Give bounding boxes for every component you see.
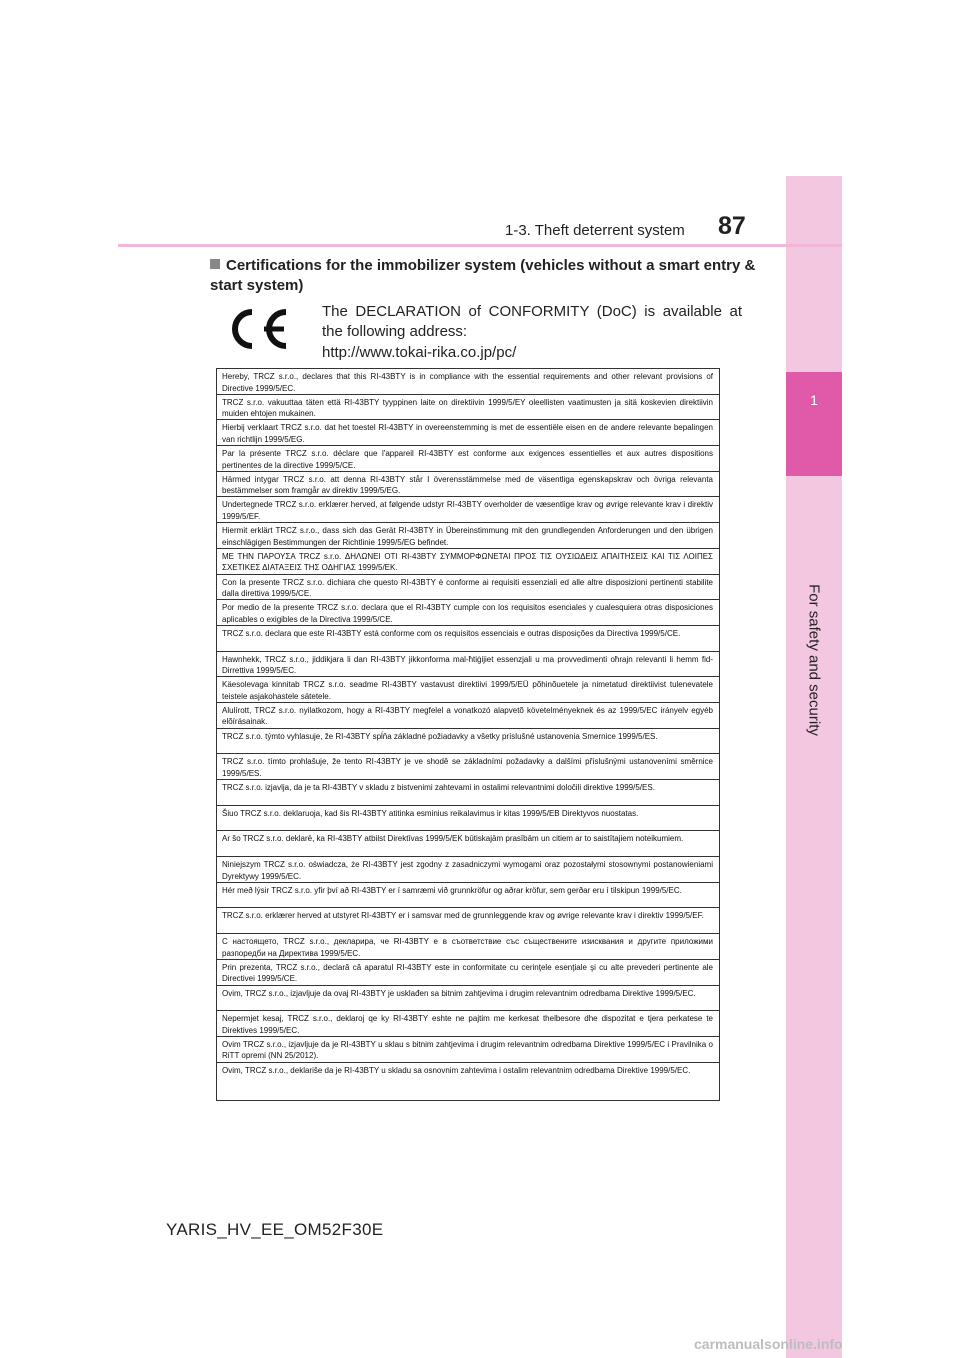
- declaration-row: TRCZ s.r.o. izjavlja, da je ta RI-43BTY v skladu z bistvenimi zahtevami in ostalimi relevantnimi določili direktive 1999/5/ES.: [217, 780, 719, 806]
- watermark: carmanualsonline.info: [694, 1336, 843, 1352]
- chapter-label: For safety and security: [805, 584, 823, 736]
- ce-mark-icon: [222, 306, 292, 352]
- section-heading: [210, 256, 770, 296]
- page-number: 87: [718, 212, 746, 240]
- declaration-row: Hiermit erklärt TRCZ s.r.o., dass sich das Gerät RI-43BTY in Übereinstimmung mit den grundlegenden Anforderungen und den übrigen einschlägigen Bestimmungen der Richtlinie 1999/5/EG befindet.: [217, 523, 719, 549]
- declaration-row: Nepermjet kesaj, TRCZ s.r.o., deklaroj qe ky RI-43BTY eshte ne pajtim me kerkesat thelbesore dhe dispozitat e tjera perkatese te Direktives 1999/5/EC.: [217, 1011, 719, 1037]
- conformity-text: The DECLARATION of CONFORMITY (DoC) is available at the following address:: [322, 303, 742, 340]
- declaration-row: Hér með lýsir TRCZ s.r.o. yfir því að RI-43BTY er í samræmi við grunnkröfur og aðrar kröfur, sem gerðar eru í tilskipun 1999/5/EC.: [217, 883, 719, 909]
- square-bullet-icon: [210, 259, 220, 269]
- declaration-row: Prin prezenta, TRCZ s.r.o., declară că aparatul RI-43BTY este in conformitate cu cerinţele esenţiale şi cu alte prevederi pertinente ale Directivei 1999/5/CE.: [217, 960, 719, 986]
- declaration-row: Käesolevaga kinnitab TRCZ s.r.o. seadme RI-43BTY vastavust direktiivi 1999/5/EÜ põhinõuetele ja nimetatud direktiivist tulenevatele teistele asjakohastele sätetele.: [217, 677, 719, 703]
- declaration-row: Hawnhekk, TRCZ s.r.o., jiddikjara li dan RI-43BTY jikkonforma mal-ħtiġijiet essenzjali u ma provvedimenti oħrajn relevanti li hemm fid-Dirrettiva 1999/5/EC.: [217, 652, 719, 678]
- declaration-row: Šiuo TRCZ s.r.o. deklaruoja, kad šis RI-43BTY atitinka esminius reikalavimus ir kitas 1999/5/EB Direktyvos nuostatas.: [217, 806, 719, 832]
- section-title: 1-3. Theft deterrent system: [505, 222, 685, 239]
- declaration-row: Hierbij verklaart TRCZ s.r.o. dat het toestel RI-43BTY in overeenstemming is met de essentiële eisen en de andere relevante bepalingen van richtlijn 1999/5/EG.: [217, 420, 719, 446]
- declaration-row: Niniejszym TRCZ s.r.o. oświadcza, że RI-43BTY jest zgodny z zasadniczymi wymogami oraz pozostałymi stosownymi postanowieniami Dyrektywy 1999/5/EC.: [217, 857, 719, 883]
- declaration-row: TRCZ s.r.o. declara que este RI-43BTY está conforme com os requisitos essenciais e outras disposições da Directiva 1999/5/CE.: [217, 626, 719, 652]
- declaration-row: Por medio de la presente TRCZ s.r.o. declara que el RI-43BTY cumple con los requisitos esenciales y cualesquiera otras disposiciones aplicables o exigibles de la Directiva 1999/5/CE.: [217, 600, 719, 626]
- chapter-number: 1: [810, 392, 818, 408]
- chapter-tab: [786, 372, 842, 476]
- declaration-row: Par la présente TRCZ s.r.o. déclare que l'appareil RI-43BTY est conforme aux exigences essentielles et aux autres dispositions pertinentes de la directive 1999/5/CE.: [217, 446, 719, 472]
- section-heading-text: Certifications for the immobilizer system (vehicles without a smart entry & start system): [210, 257, 756, 294]
- declaration-row: TRCZ s.r.o. tímto prohlašuje, že tento RI-43BTY je ve shodě se základními požadavky a dalšími příslušnými ustanoveními směrnice 1999/5/ES.: [217, 754, 719, 780]
- declaration-row: Hereby, TRCZ s.r.o., declares that this RI-43BTY is in compliance with the essential requirements and other relevant provisions of Directive 1999/5/EC.: [217, 369, 719, 395]
- declaration-row: Ovim TRCZ s.r.o., izjavljuje da je RI-43BTY u sklau s bitnim zahtjevima i drugim relevantnim odredbama Direktive 1999/5/EC i Pravilnika o RiTT opremi (NN 25/2012).: [217, 1037, 719, 1063]
- declaration-row: ΜΕ ΤΗΝ ΠΑΡΟΥΣΑ TRCZ s.r.o. ΔΗΛΩΝΕΙ ΟΤΙ RI-43BTY ΣΥΜΜΟΡΦΩΝΕΤΑΙ ΠΡΟΣ ΤΙΣ ΟΥΣΙΩΔΕΙΣ ΑΠΑΙΤΗΣΕΙΣ ΚΑΙ ΤΙΣ ΛΟΙΠΕΣ ΣΧΕΤΙΚΕΣ ΔΙΑΤΑΞΕΙΣ ΤΗΣ ΟΔΗΓΙΑΣ 1999/5/ΕΚ.: [217, 549, 719, 575]
- chapter-side-bar: [786, 176, 842, 1358]
- declaration-row: Alulírott, TRCZ s.r.o. nyilatkozom, hogy a RI-43BTY megfelel a vonatkozó alapvetõ követelményeknek és az 1999/5/EC irányelv egyéb elõírásainak.: [217, 703, 719, 729]
- declaration-row: С настоящето, TRCZ s.r.o., декларира, че RI-43BTY е в съответствие със съществените изисквания и другите приложими разпоредби на Директива 1999/5/ЕС.: [217, 934, 719, 960]
- declaration-row: Con la presente TRCZ s.r.o. dichiara che questo RI-43BTY è conforme ai requisiti essenziali ed alle altre disposizioni pertinenti stabilite dalla direttiva 1999/5/CE.: [217, 575, 719, 601]
- declaration-row: Ar šo TRCZ s.r.o. deklarē, ka RI-43BTY atbilst Direktīvas 1999/5/EK būtiskajām prasībām un citiem ar to saistītajiem noteikumiem.: [217, 831, 719, 857]
- declaration-table: [216, 368, 720, 1101]
- manual-code: YARIS_HV_EE_OM52F30E: [166, 1220, 384, 1239]
- declaration-row: Ovim, TRCZ s.r.o., deklariše da je RI-43BTY u skladu sa osnovnim zahtevima i ostalim relevantnim odredbama Direktive 1999/5/EC.: [222, 1065, 691, 1075]
- declaration-row: TRCZ s.r.o. erklærer herved at utstyret RI-43BTY er i samsvar med de grunnleggende krav og øvrige relevante krav i direktiv 1999/5/EF.: [217, 908, 719, 934]
- conformity-url: http://www.tokai-rika.co.jp/pc/: [322, 344, 517, 361]
- declaration-row: Härmed intygar TRCZ s.r.o. att denna RI-43BTY står I överensstämmelse med de väsentliga egenskapskrav och övriga relevanta bestämmelser som framgår av direktiv 1999/5/EG.: [217, 472, 719, 498]
- declaration-row: TRCZ s.r.o. vakuuttaa täten että RI-43BTY tyyppinen laite on direktiivin 1999/5/EY oleellisten vaatimusten ja sitä koskevien direktiivin muiden ehtojen mukainen.: [217, 395, 719, 421]
- declaration-row: TRCZ s.r.o. týmto vyhlasuje, že RI-43BTY spĺňa základné požiadavky a všetky príslušné ustanovenia Smernice 1999/5/ES.: [217, 729, 719, 755]
- declaration-row: Undertegnede TRCZ s.r.o. erklærer herved, at følgende udstyr RI-43BTY overholder de væsentlige krav og øvrige relevante krav i direktiv 1999/5/EF.: [217, 497, 719, 523]
- declaration-row: Ovim, TRCZ s.r.o., izjavljuje da ovaj RI-43BTY je usklađen sa bitnim zahtjevima i drugim relevantnim odredbama Direktive 1999/5/EC.: [217, 986, 719, 1012]
- header-rule: [118, 244, 842, 247]
